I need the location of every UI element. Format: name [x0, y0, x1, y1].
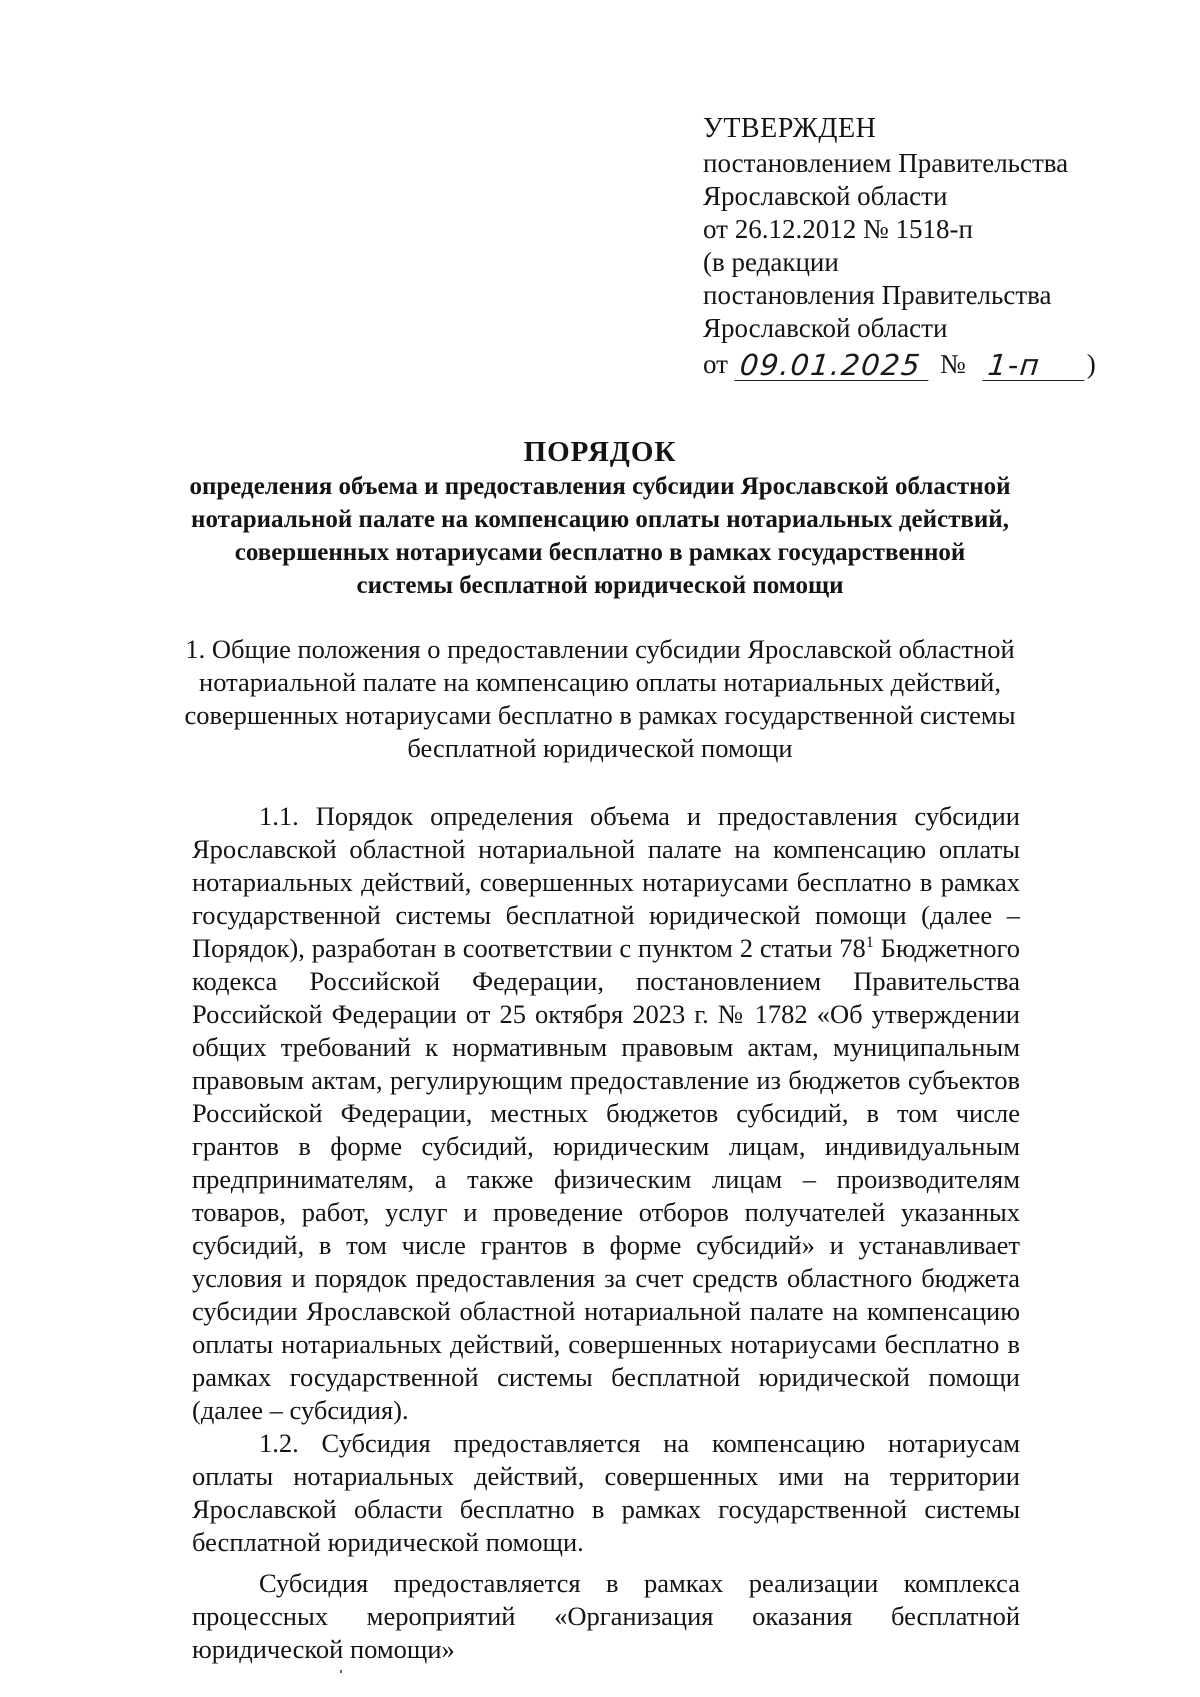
paragraph-subsidy-program: Субсидия предоставляется в рамках реализации комплекса процессных мероприятий «Организация оказания бесплатной юридической помощи»	[192, 1568, 1020, 1664]
paragraph-1-2: 1.2. Субсидия предоставляется на компенсацию нотариусам оплаты нотариальных действий, совершенных ими на территории Ярославской области бесплатно в рамках государственной системы бесплатной юридической помощи.	[192, 1428, 1020, 1557]
section-heading-line: нотариальной палате на компенсацию оплаты нотариальных действий,	[199, 667, 1001, 697]
subtitle-line: нотариальной палате на компенсацию оплаты нотариальных действий,	[191, 506, 1009, 533]
section-heading	[170, 633, 1030, 765]
date-prefix: от	[703, 349, 728, 379]
approval-line-4: (в редакции	[703, 247, 839, 277]
paragraph-1-1	[192, 800, 1020, 1427]
amendment-date-line	[703, 348, 1163, 381]
approval-line-5: постановления Правительства	[703, 280, 1052, 310]
superscript-index: 1	[865, 934, 874, 952]
number-sign: №	[939, 349, 966, 379]
approval-line-2: Ярославской области	[703, 181, 948, 211]
subtitle-line: совершенных нотариусами бесплатно в рамках государственной	[234, 539, 966, 566]
section-heading-line: 1. Общие положения о предоставлении субсидии Ярославской областной	[185, 634, 1015, 664]
approval-line-3: от 26.12.2012 № 1518-п	[703, 214, 973, 244]
section-heading-line: совершенных нотариусами бесплатно в рамках государственной системы	[184, 700, 1016, 730]
document-subtitle	[160, 470, 1040, 602]
approval-line-1: постановлением Правительства	[703, 148, 1069, 178]
document-body	[192, 800, 1020, 1666]
closing-parenthesis: )	[1086, 349, 1096, 379]
approval-block	[703, 112, 1163, 381]
paragraph-1-1-continuation: Бюджетного кодекса Российской Федерации, постановлением Правительства Российской Федерации от 25 октября 2023 г. № 1782 «Об утверждении общих требований к нормативным правовым актам, муниципальным правовым актам, регулирующим предоставление из бюджетов субъектов Российской Федерации, местных бюджетов субсидий, в том числе грантов в форме субсидий, юридическим лицам, индивидуальным предпринимателям, а также физическим лицам – производителям товаров, работ, услуг и проведение отборов получателей указанных субсидий, в том числе грантов в форме субсидий» и устанавливает условия и порядок предоставления за счет средств областного бюджета субсидии Ярославской областной нотариальной палате на компенсацию оплаты нотариальных действий, совершенных нотариусами бесплатно в рамках государственной системы бесплатной юридической помощи (далее – субсидия).	[192, 933, 1020, 1425]
subtitle-line: определения объема и предоставления субсидии Ярославской областной	[189, 473, 1011, 500]
approval-heading: УТВЕРЖДЕН	[703, 113, 877, 144]
subtitle-line: системы бесплатной юридической помощи	[356, 572, 844, 599]
document-title: ПОРЯДОК	[523, 436, 677, 468]
paragraph-1-1-text: 1.1. Порядок определения объема и предоставления субсидии Ярославской областной нотариальной палате на компенсацию оплаты нотариальных действий, совершенных нотариусами бесплатно в рамках государственной системы бесплатной юридической помощи (далее – Порядок), разработан в соответствии с пунктом 2 статьи 78	[192, 801, 1020, 963]
handwritten-number: 1-п	[982, 350, 1087, 381]
section-heading-line: бесплатной юридической помощи	[407, 733, 793, 763]
handwritten-date: 09.01.2025	[734, 350, 931, 381]
scan-artifact	[340, 1670, 342, 1673]
approval-line-6: Ярославской области	[703, 313, 948, 343]
